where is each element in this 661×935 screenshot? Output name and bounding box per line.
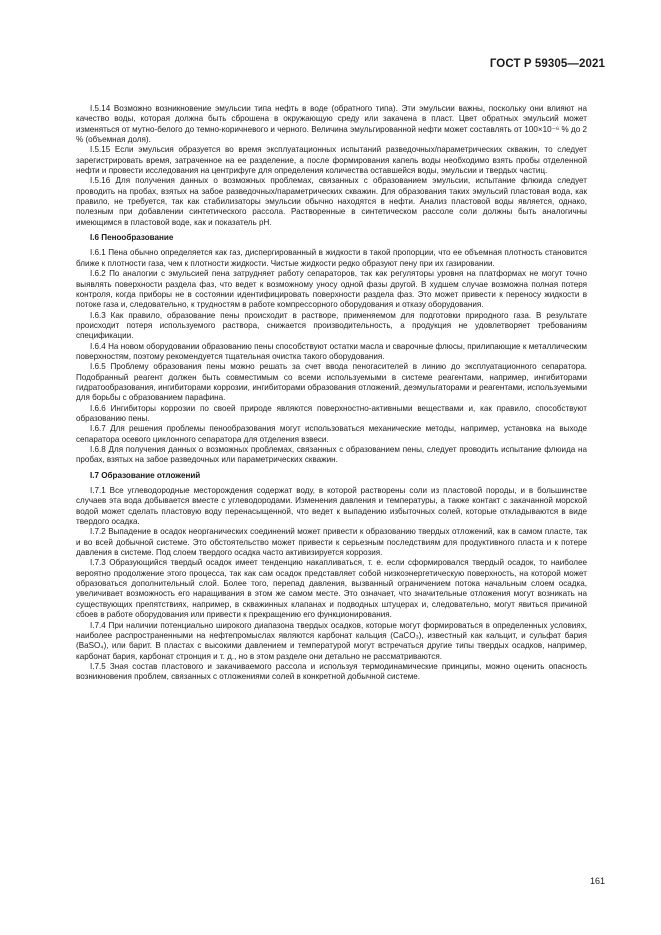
paragraph-i6-4: I.6.4 На новом оборудовании образованию пены способствуют остатки масла и сварочные флюсы, прилипающие к металлическим поверхностям, поэтому рекомендуется тщательная очистка такого оборудования. [76,341,587,361]
paragraph-i6-2: I.6.2 По аналогии с эмульсией пена затрудняет работу сепараторов, так как регуляторы уровня на платформах не могут точно выявлять поверхности раздела фаз, что ведет к возможному уносу одной фазы другой. В худшем случае возможна полная потеря контроля, когда приборы не в состоянии идентифицировать поверхности раздела фаз. Это может привести к переносу жидкости в потоке газа и, следовательно, к трудностям в работе компрессорного оборудования и отказу оборудования. [76,269,587,310]
paragraph-i6-6: I.6.6 Ингибиторы коррозии по своей природе являются поверхностно-активными веществами и, как правило, способствуют образованию пены. [76,403,587,423]
standard-header: ГОСТ Р 59305—2021 [489,58,605,70]
paragraph-i6-8: I.6.8 Для получения данных о возможных проблемах, связанных с образованием пены, следует проводить испытание флюида на пробах, взятых на забое разведочных или параметрических скважин. [76,445,587,465]
page-number: 161 [589,876,605,886]
paragraph-i7-5: I.7.5 Зная состав пластового и закачиваемого рассола и используя термодинамические принципы, можно оценить опасность возникновения проблем, связанных с отложениями солей в конкретной добычной системе. [76,661,587,682]
paragraph-i7-1: I.7.1 Все углеводородные месторождения содержат воду, в которой растворены соли из пластовой породы, и в большинстве случаев эта вода добывается вместе с углеводородами. Изменения давления и температуры, а также контакт с закачанной морской водой может сделать пластовую воду перенасыщенной, что ведет к выпадению избыточных солей, которые откладываются в виде твердого осадка. [76,486,587,527]
section-title-i7: I.7 Образование отложений [90,470,201,480]
paragraph-i5-16: I.5.16 Для получения данных о возможных проблемах, связанных с образованием эмульсии, испытание флюида следует проводить на пробах, взятых на забое разведочных/параметрических скважин. Для образования таких эмульсий пластовая вода, как правило, не требуется, так как стабилизаторы эмульсии обычно находятся в нефти. Анализ пластовой воды является, однако, полезным при добавлении синтетического рассола. Растворенные в синтетическом рассоле соли должны быть аналогичны имеющимся в пластовой воде, как и показатель pH. [76,176,587,227]
paragraph-i7-4: I.7.4 При наличии потенциально широкого диапазона твердых осадков, которые могут формироваться в определенных условиях, наиболее распространенными на нефтепромыслах являются карбонат кальция (CaCO₃), известный как кальцит, и сульфат бария (BaSO₄), или барит. В пластах с высокими давлением и температурой могут встречаться другие типы твердых осадков, например, карбонат бария, карбонат стронция и т. д., но в этом разделе они детально не рассматриваются. [76,620,587,661]
paragraph-i7-2: I.7.2 Выпадение в осадок неорганических соединений может привести к образованию твердых отложений, как в самом пласте, так и во всей добычной системе. Это обстоятельство может привести к серьезным последствиям для продуктивного пласта и к потере давления в системе. Под слоем твердого осадка часто активизируется коррозия. [76,527,587,558]
document-body [76,104,587,683]
paragraph-i6-3: I.6.3 Как правило, образование пены происходит в растворе, применяемом для подготовки природного газа. В результате происходит потеря используемого раствора, снижается производительность, а продукция не удовлетворяет требованиям спецификации. [76,310,587,341]
paragraph-i5-15: I.5.15 Если эмульсия образуется во время эксплуатационных испытаний разведочных/параметрических скважин, то следует зарегистрировать время, затраченное на ее разделение, а после формирования капель воды необходимо взять пробы отделенной нефти и провести исследования на центрифуге для определения количества оставшейся воды, эмульсии и твердых частиц. [76,145,587,176]
paragraph-i6-5: I.6.5 Проблему образования пены можно решать за счет ввода пеногасителей в линию до эксплуатационного сепаратора. Подобранный реагент должен быть совместимым со всеми используемыми в системе реагентами, например, ингибиторами гидратообразования, ингибиторами коррозии, ингибиторами образования отложений, деэмульгаторами и реагентами, используемыми для борьбы с образованием парафина. [76,362,587,403]
section-title-i6: I.6 Пенообразование [90,233,174,243]
paragraph-i6-7: I.6.7 Для решения проблемы пенообразования могут использоваться механические методы, например, установка на выходе сепаратора осевого циклонного сепаратора для отделения взвеси. [76,424,587,444]
paragraph-i6-1: I.6.1 Пена обычно определяется как газ, диспергированный в жидкости в такой пропорции, что ее объемная плотность становится ближе к плотности газа, чем к плотности жидкости. Чистые жидкости редко образуют пену при их газировании. [76,248,587,268]
paragraph-i5-14: I.5.14 Возможно возникновение эмульсии типа нефть в воде (обратного типа). Эти эмульсии важны, поскольку они влияют на качество воды, которая должна быть сброшена в окружающую среду или закачена в пласт. Цвет обратных эмульсий может изменяться от мутно-белого до темно-коричневого и черного. Величина эмульгированной нефти может составлять от 100×10⁻⁶ % до 2 % (объемная доля). [76,104,587,145]
paragraph-i7-3: I.7.3 Образующийся твердый осадок имеет тенденцию накапливаться, т. е. если сформировался твердый осадок, то наиболее вероятно продолжение этого процесса, так как сам осадок представляет собой низкоэнергетическую поверхность, на которой может образоваться дополнительный слой. Более того, перепад давления, вызванный ограничением потока начальным слоем осадка, увеличивает возможность его наращивания в этом же самом месте. Это означает, что значительные отложения могут возникать на существующих препятствиях, например, в скважинных клапанах и подводных штуцерах и, следовательно, могут явиться причиной сбоев в работе оборудования или привести к прекращению его функционирования. [76,558,587,620]
